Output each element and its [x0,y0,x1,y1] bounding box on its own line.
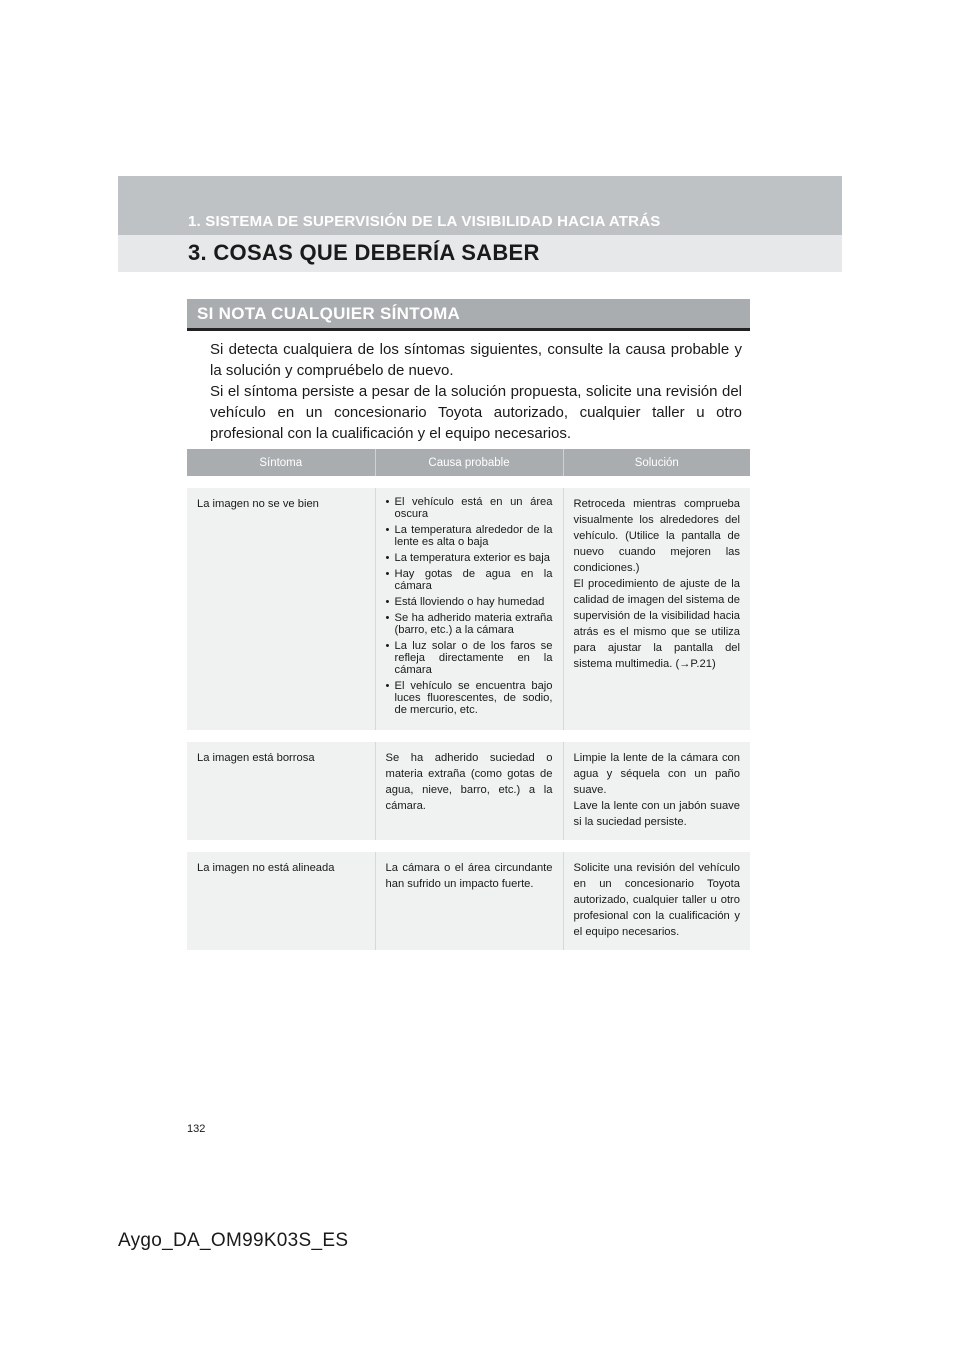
list-item: • Está lloviendo o hay humedad [386,596,553,608]
symptom-cell: La imagen no está alineada [187,846,375,950]
section-title: 1. SISTEMA DE SUPERVISIÓN DE LA VISIBILIDAD HACIA ATRÁS [188,213,661,230]
solution-paragraph: Limpie la lente de la cámara con agua y séquela con un paño suave. [573,752,740,796]
list-item: • El vehículo está en un área oscura [386,496,553,520]
symptom-table [187,449,750,950]
cause-list [386,496,553,716]
table-header-row [187,449,750,482]
solution-cell [563,482,750,736]
solution-cell [563,846,750,950]
cause-cell [375,736,563,846]
list-item: • La temperatura alrededor de la lente es alta o baja [386,524,553,548]
document-code: Aygo_DA_OM99K03S_ES [118,1230,349,1251]
chapter-header [118,176,842,272]
symptom-cell: La imagen está borrosa [187,736,375,846]
list-item: • El vehículo se encuentra bajo luces fluorescentes, de sodio, de mercurio, etc. [386,680,553,716]
list-item: • Se ha adherido materia extraña (barro, etc.) a la cámara [386,612,553,636]
list-item: • Hay gotas de agua en la cámara [386,568,553,592]
table-row [187,736,750,846]
cause-cell [375,482,563,736]
subheading-bar [187,299,750,331]
cause-text: La cámara o el área circundante han sufrido un impacto fuerte. [385,862,553,890]
column-header-solution: Solución [563,449,750,482]
column-header-symptom: Síntoma [187,449,375,482]
solution-paragraph: Retroceda mientras comprueba visualmente los alrededores del vehículo. (Utilice la pantalla de nuevo cuando mejoren las condiciones.) [573,498,740,574]
solution-paragraph: El procedimiento de ajuste de la calidad de imagen del sistema de supervisión de la visibilidad hacia atrás es el mismo que se utiliza para ajustar la pantalla del sistema multimedia. (→P.21) [573,578,740,670]
solution-cell [563,736,750,846]
page-number: 132 [187,1123,206,1135]
intro-paragraph-2: Si el síntoma persiste a pesar de la solución propuesta, solicite una revisión del vehículo en un concesionario Toyota autorizado, cualquier taller u otro profesional con la cualificación y el equipo necesarios. [210,383,742,442]
symptom-cell: La imagen no se ve bien [187,482,375,736]
solution-paragraph: Lave la lente con un jabón suave si la suciedad persiste. [573,800,740,828]
solution-paragraph: Solicite una revisión del vehículo en un concesionario Toyota autorizado, cualquier taller u otro profesional con la cualificación y el equipo necesarios. [573,862,740,938]
list-item: • La temperatura exterior es baja [386,552,553,564]
list-item: • La luz solar o de los faros se refleja directamente en la cámara [386,640,553,676]
table-row [187,846,750,950]
subheading: SI NOTA CUALQUIER SÍNTOMA [197,304,461,323]
page-title: 3. COSAS QUE DEBERÍA SABER [188,240,540,265]
intro-paragraph-1: Si detecta cualquiera de los síntomas siguientes, consulte la causa probable y la solución y compruébelo de nuevo. [210,341,742,379]
cause-cell [375,846,563,950]
table-row [187,482,750,736]
cause-text: Se ha adherido suciedad o materia extraña (como gotas de agua, nieve, barro, etc.) a la cámara. [385,752,553,812]
column-header-cause: Causa probable [375,449,563,482]
